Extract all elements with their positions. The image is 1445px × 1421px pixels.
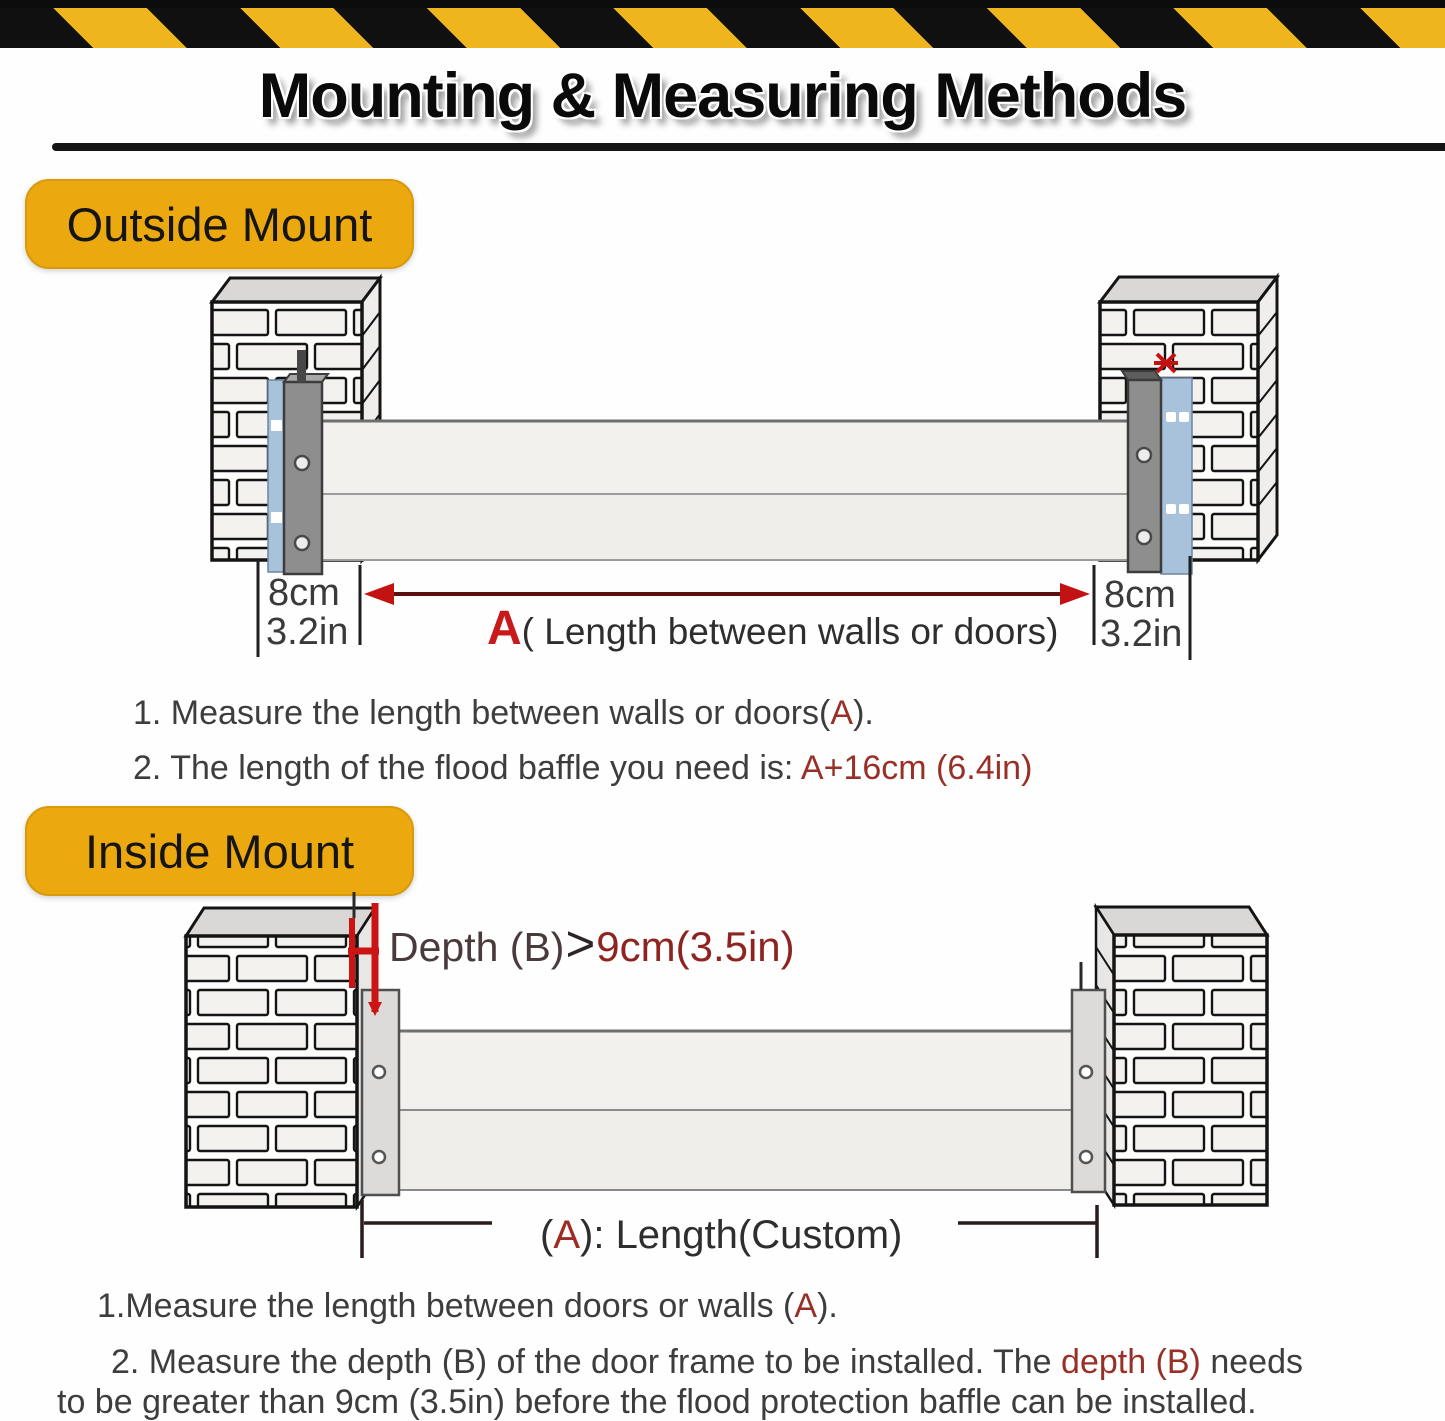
left-mount-bracket bbox=[268, 350, 328, 574]
depth-annotation bbox=[389, 914, 795, 973]
inside-step-2-line-1 bbox=[111, 1343, 1303, 1382]
left-offset-in-label: 3.2in bbox=[266, 611, 349, 653]
flood-barrier-panels bbox=[322, 421, 1130, 560]
left-channel-inside bbox=[362, 990, 399, 1195]
outside-step-1 bbox=[133, 694, 874, 733]
brick-pillar-left-inside bbox=[186, 908, 375, 1207]
inside-step-1-em: A bbox=[794, 1287, 818, 1325]
outside-step-2-text: 2. The length of the flood baffle you need is: bbox=[133, 749, 801, 787]
length-paren-open: ( bbox=[540, 1213, 554, 1257]
right-channel-inside bbox=[1072, 962, 1105, 1192]
outside-step-1-em: A bbox=[830, 694, 854, 732]
page-title: Mounting & Measuring Methods bbox=[258, 61, 1187, 131]
outside-step-2 bbox=[133, 749, 1032, 788]
outside-step-2-em: A+16cm (6.4in) bbox=[800, 749, 1033, 787]
span-description: ( Length between walls or doors) bbox=[521, 611, 1059, 652]
inside-step-2-end: needs bbox=[1200, 1343, 1303, 1381]
span-letter-a: A bbox=[487, 602, 522, 655]
length-custom-label bbox=[540, 1213, 902, 1258]
span-dimension-label bbox=[487, 601, 1058, 656]
inside-step-1-end: ). bbox=[817, 1287, 838, 1325]
flood-barrier-panels-inside bbox=[399, 1031, 1077, 1190]
greater-than-sign: > bbox=[565, 915, 596, 972]
inside-step-2-text: 2. Measure the depth (B) of the door frame to be installed. The bbox=[111, 1343, 1062, 1381]
inside-step-2-line-2: to be greater than 9cm (3.5in) before the flood protection baffle can be installed. bbox=[57, 1383, 1257, 1421]
left-offset-cm-label: 8cm bbox=[268, 572, 340, 614]
length-letter-a: A bbox=[553, 1213, 581, 1257]
outside-step-1-end: ). bbox=[853, 694, 874, 732]
brick-pillar-right-inside bbox=[1096, 907, 1267, 1205]
inside-step-2-em: depth (B) bbox=[1061, 1343, 1201, 1381]
right-offset-cm-label: 8cm bbox=[1104, 574, 1176, 616]
length-text: ): Length(Custom) bbox=[580, 1213, 903, 1257]
right-offset-in-label: 3.2in bbox=[1100, 613, 1183, 655]
right-mount-bracket bbox=[1122, 354, 1192, 574]
inside-step-1 bbox=[97, 1287, 838, 1326]
outside-mount-badge: Outside Mount bbox=[25, 179, 414, 269]
outside-step-1-text: 1. Measure the length between walls or doors( bbox=[133, 694, 831, 732]
depth-label: Depth (B) bbox=[389, 924, 565, 970]
depth-value: 9cm(3.5in) bbox=[596, 923, 795, 970]
inside-mount-badge: Inside Mount bbox=[25, 806, 414, 896]
inside-step-1-text: 1.Measure the length between doors or walls ( bbox=[97, 1287, 795, 1325]
